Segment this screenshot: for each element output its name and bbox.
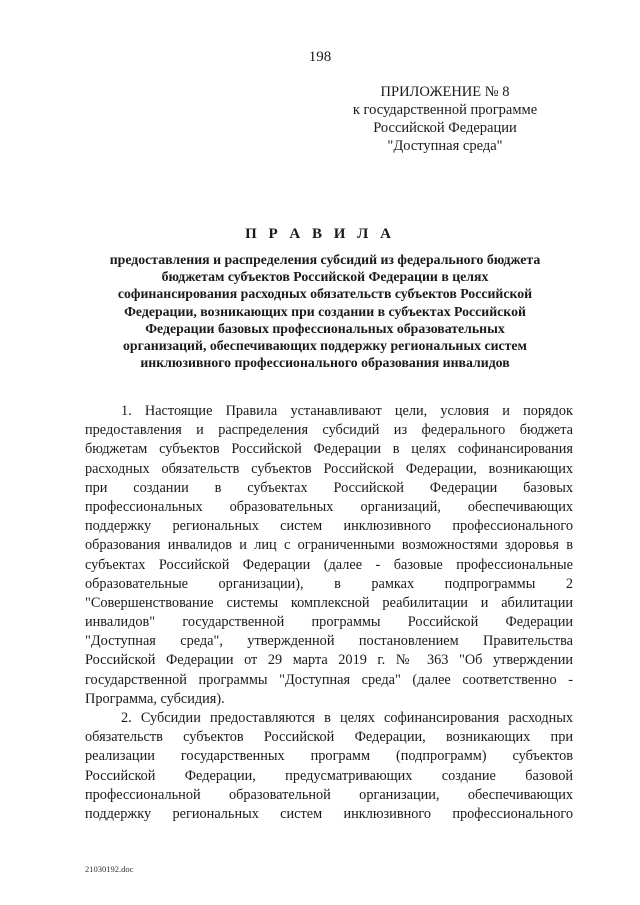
paragraph-line: Программа, субсидия). — [85, 690, 225, 707]
paragraph-line: расходных обязательств субъектов Российской Федерации, возникающих — [85, 460, 573, 477]
paragraph-line: при создании в субъектах Российской Федерации базовых — [85, 479, 573, 496]
paragraph-line: бюджетам субъектов Российской Федерации в целях софинансирования — [85, 441, 573, 458]
paragraph-line: профессиональных образовательных организаций, обеспечивающих — [85, 498, 573, 515]
paragraph-line: "Совершенствование системы комплексной реабилитации и абилитации — [85, 594, 573, 611]
subtitle-line: предоставления и распределения субсидий из федерального бюджета — [109, 252, 541, 267]
appendix-line: Российской Федерации — [373, 120, 517, 136]
paragraph-line: 2. Субсидии предоставляются в целях софинансирования расходных — [121, 710, 573, 726]
paragraph-line: профессиональной образовательной организации, обеспечивающих — [85, 786, 573, 803]
paragraph-line: государственной программы "Доступная среда" (далее соответственно - — [85, 671, 573, 688]
subtitle-line: софинансирования расходных обязательств субъектов Российской — [117, 286, 533, 302]
paragraph-line: "Доступная среда", утвержденной постановлением Правительства — [85, 633, 573, 650]
appendix-line: ПРИЛОЖЕНИЕ № 8 — [380, 84, 510, 100]
body-text — [85, 402, 573, 824]
rules-subtitle — [80, 251, 570, 371]
subtitle-line: организаций, обеспечивающих поддержку региональных систем — [123, 338, 527, 354]
appendix-block — [330, 83, 560, 155]
paragraph-line: Российской Федерации от 29 марта 2019 г. № 363 "Об утверждении — [85, 652, 573, 669]
appendix-line: "Доступная среда" — [387, 138, 503, 154]
paragraph-line: поддержку региональных систем инклюзивного профессионального — [85, 518, 573, 535]
paragraph-line: поддержку региональных систем инклюзивного профессионального — [85, 805, 573, 822]
paragraph-line: субъектах Российской Федерации (далее - базовые профессиональные — [85, 556, 573, 573]
paragraph-line: реализации государственных программ (подпрограмм) субъектов — [85, 748, 573, 765]
paragraph-line: 1. Настоящие Правила устанавливают цели, условия и порядок — [121, 403, 573, 419]
paragraph-line: образовательные организации), в рамках подпрограммы 2 — [85, 575, 573, 592]
paragraph-line: инвалидов" государственной программы Российской Федерации — [85, 614, 573, 631]
subtitle-line: Федерации, возникающих при создании в субъектах Российской — [124, 303, 526, 319]
appendix-line: к государственной программе — [352, 102, 538, 118]
paragraph-line: образования инвалидов и лиц с ограниченными возможностями здоровья в — [85, 537, 573, 554]
paragraph-line: Российской Федерации, предусматривающих создание базовой — [85, 767, 573, 784]
subtitle-line: инклюзивного профессионального образования инвалидов — [140, 355, 510, 371]
document-id: 21030192.doc — [85, 864, 134, 874]
subtitle-line: Федерации базовых профессиональных образовательных — [145, 320, 505, 336]
rules-title: П Р А В И Л А — [245, 226, 395, 242]
subtitle-line: бюджетам субъектов Российской Федерации в целях — [161, 269, 489, 285]
paragraph-line: предоставления и распределения субсидий из федерального бюджета — [85, 422, 573, 439]
page-number: 198 — [308, 49, 332, 65]
paragraph-line: обязательств субъектов Российской Федерации, возникающих при — [85, 729, 573, 746]
